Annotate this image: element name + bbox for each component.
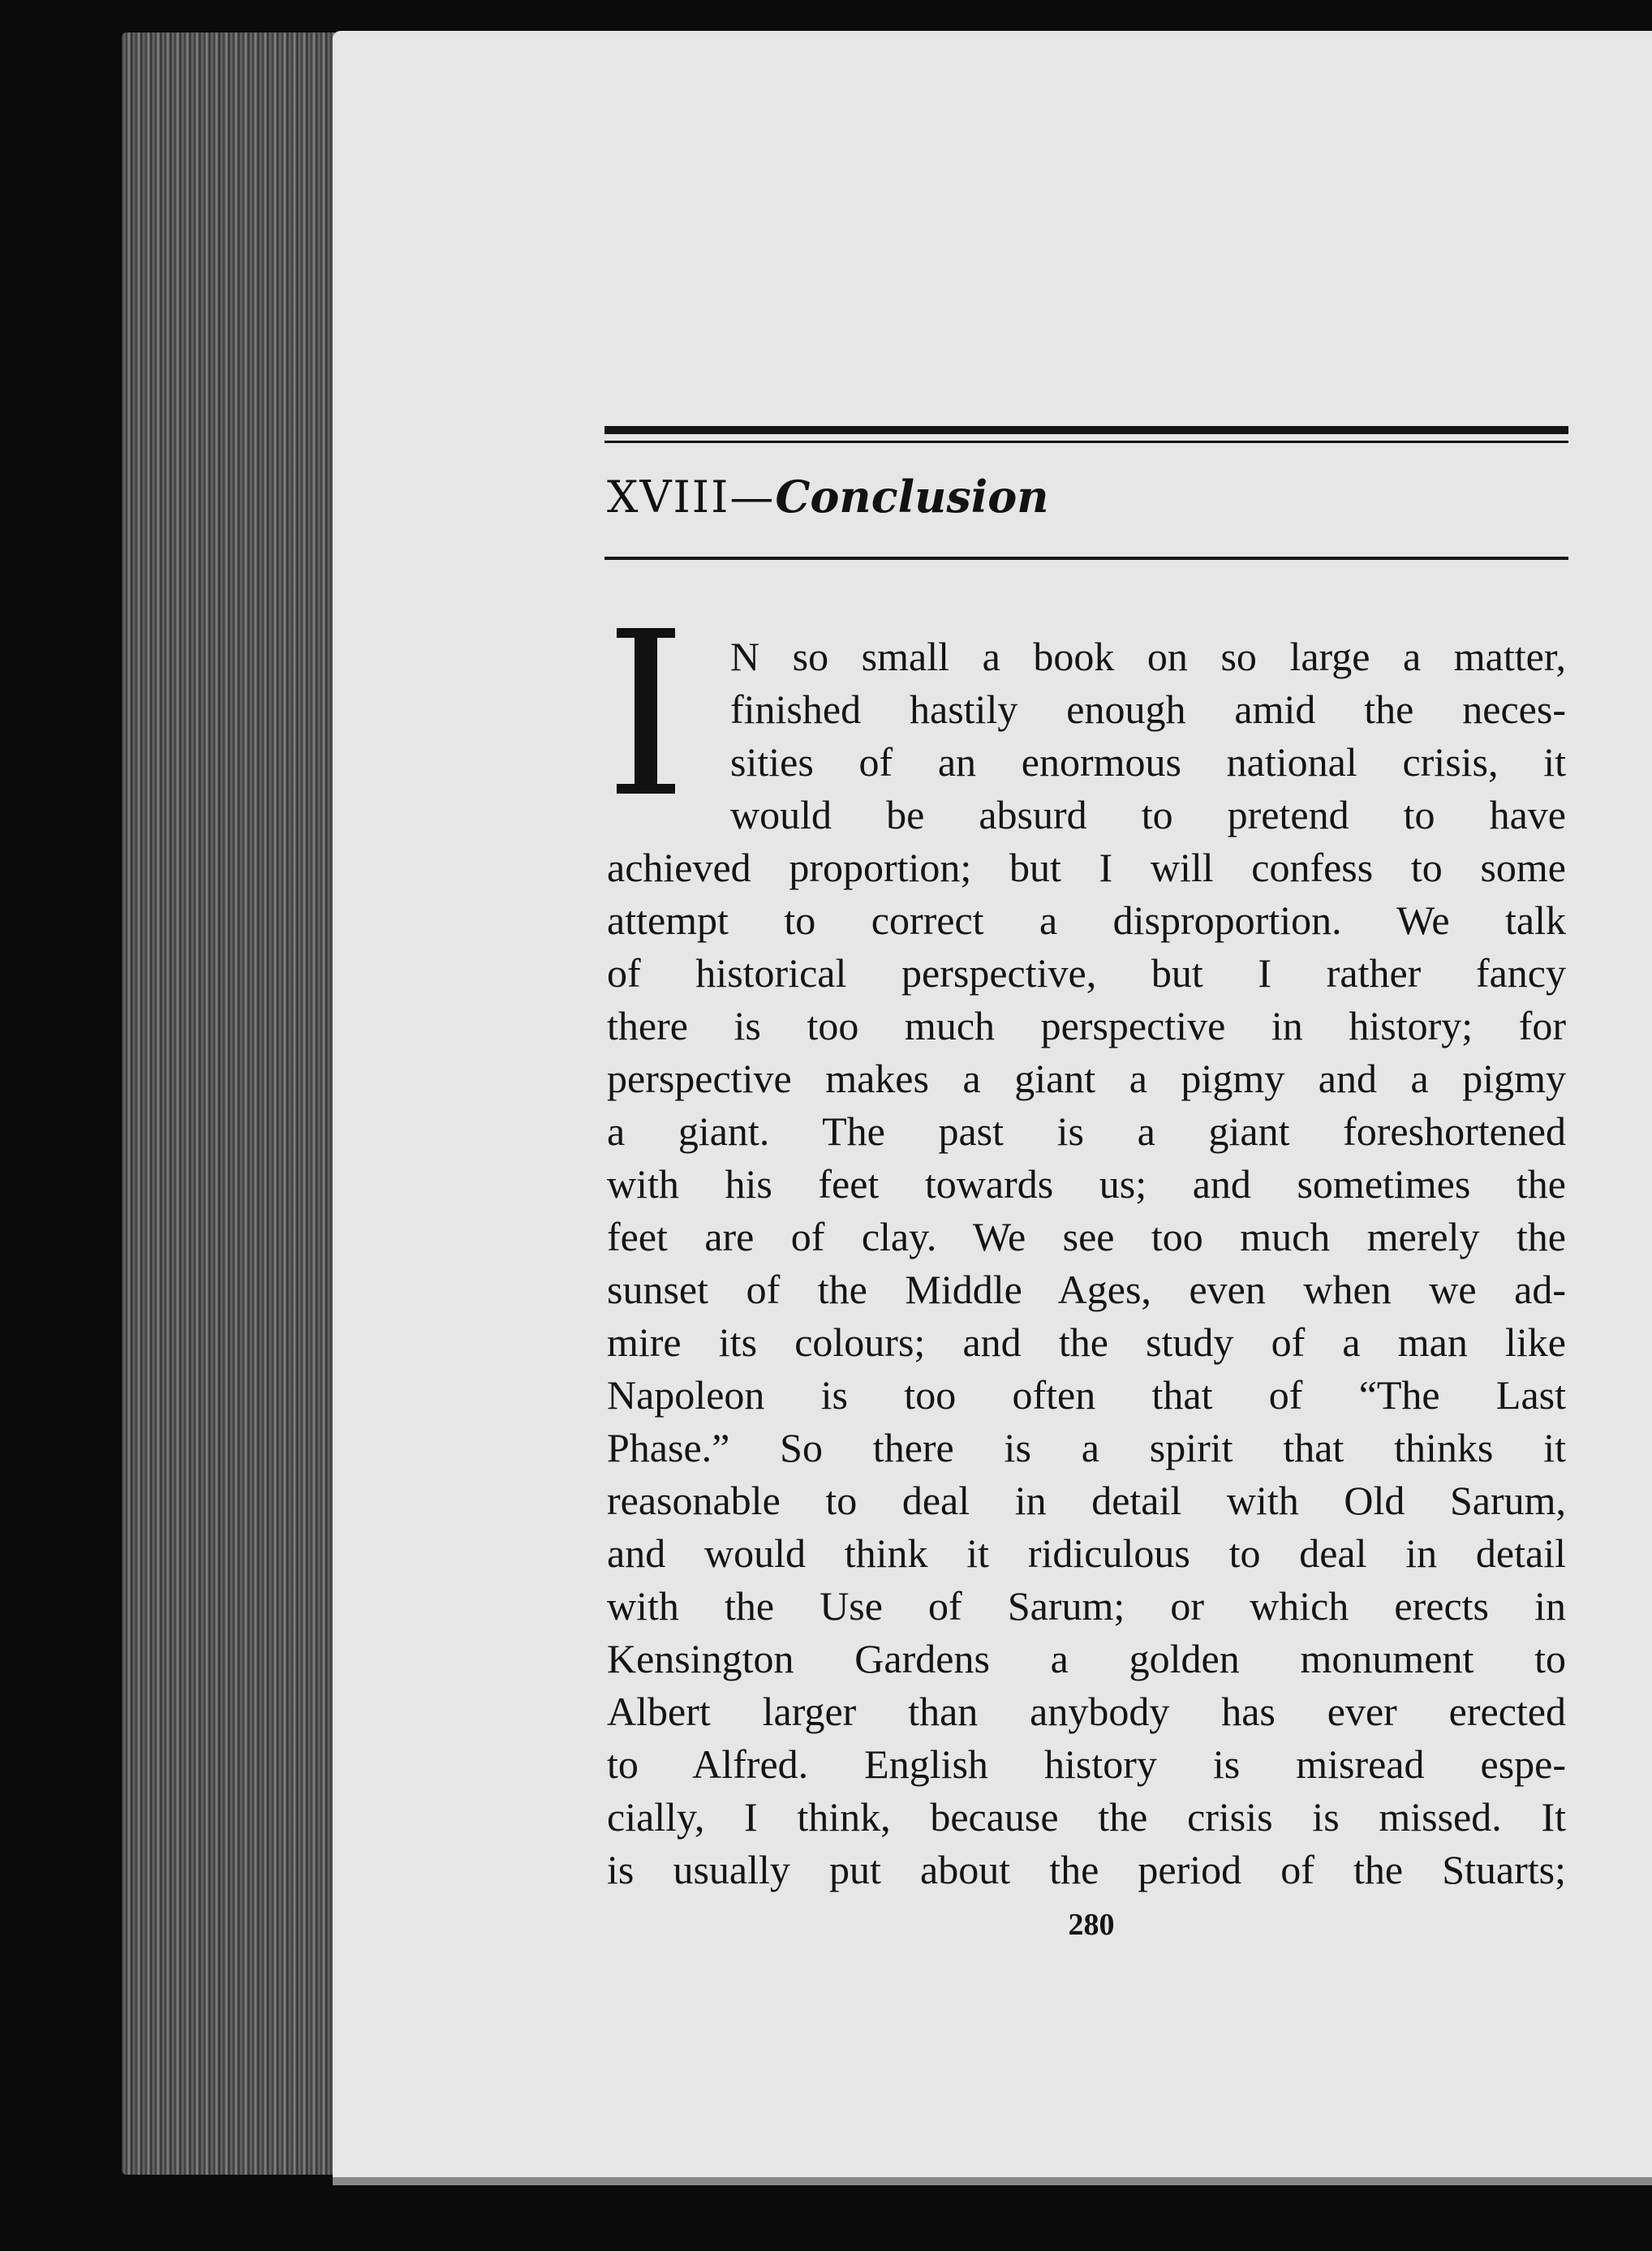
text-line: achieved proportion; but I will confess to some: [607, 845, 1566, 890]
chapter-heading: [607, 471, 1564, 523]
text-line: to Alfred. English history is misread espe-: [607, 1741, 1566, 1787]
header-rule-thick: [604, 426, 1568, 434]
text-line: with the Use of Sarum; or which erects in: [607, 1583, 1566, 1629]
text-line: would be absurd to pretend to have: [730, 792, 1566, 837]
text-line: sities of an enormous national crisis, it: [730, 739, 1566, 785]
header-rule-thin: [604, 441, 1568, 443]
chapter-title: Conclusion: [775, 471, 1049, 523]
text-line: cially, I think, because the crisis is missed. It: [607, 1794, 1566, 1840]
text-line: feet are of clay. We see too much merely the: [607, 1214, 1566, 1259]
page-bottom-edge: [333, 2177, 1652, 2185]
text-line: finished hastily enough amid the neces-: [730, 686, 1566, 732]
chapter-number: XVIII—: [607, 471, 776, 523]
text-line: perspective makes a giant a pigmy and a pigmy: [607, 1056, 1566, 1101]
text-line: Kensington Gardens a golden monument to: [607, 1636, 1566, 1681]
text-line: attempt to correct a disproportion. We talk: [607, 897, 1566, 943]
text-line: N so small a book on so large a matter,: [730, 634, 1566, 679]
text-line: Phase.” So there is a spirit that thinks it: [607, 1425, 1566, 1470]
text-line: of historical perspective, but I rather fancy: [607, 950, 1566, 996]
page-number: 280: [1068, 1908, 1115, 1942]
text-line: sunset of the Middle Ages, even when we ad-: [607, 1267, 1566, 1312]
heading-rule-bottom: [604, 557, 1568, 560]
page-edges: [122, 32, 349, 2175]
text-line: is usually put about the period of the Stuarts;: [607, 1847, 1566, 1892]
text-line: reasonable to deal in detail with Old Sarum,: [607, 1478, 1566, 1523]
text-line: mire its colours; and the study of a man like: [607, 1319, 1566, 1365]
text-line: there is too much perspective in history; for: [607, 1003, 1566, 1048]
text-line: with his feet towards us; and sometimes the: [607, 1161, 1566, 1207]
text-line: and would think it ridiculous to deal in detail: [607, 1530, 1566, 1576]
text-line: Napoleon is too often that of “The Last: [607, 1372, 1566, 1418]
text-line: Albert larger than anybody has ever erected: [607, 1689, 1566, 1734]
text-line: a giant. The past is a giant foreshortened: [607, 1108, 1566, 1154]
drop-cap: [613, 617, 678, 805]
